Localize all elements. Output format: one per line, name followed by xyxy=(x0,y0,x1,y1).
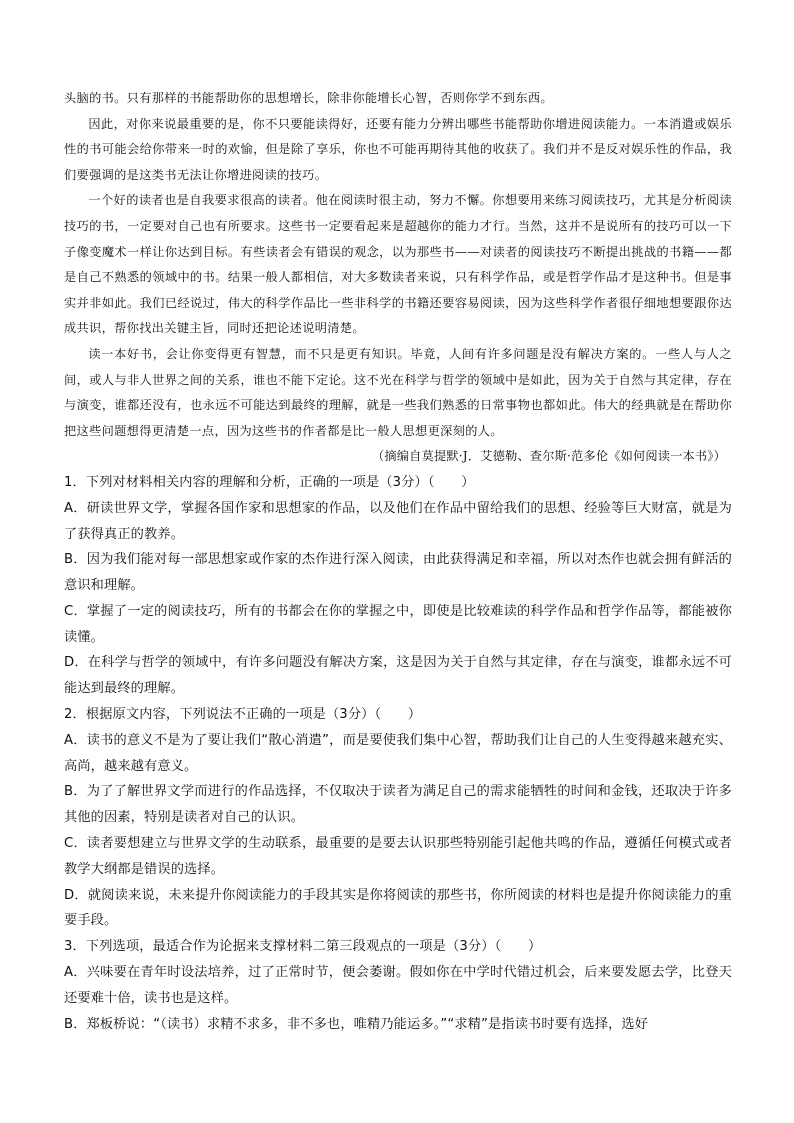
option-c: C．读者要想建立与世界文学的生动联系，最重要的是要去认识那些特别能引起他共鸣的作品，遵循任何模式或者教学大纲都是错误的选择。 xyxy=(64,836,732,877)
option-a: A．研读世界文学，掌握各国作家和思想家的作品，以及他们在作品中留给我们的思想、经验等巨大财富，就是为了获得真正的教养。 xyxy=(64,500,732,542)
option-a: A．读书的意义不是为了要让我们“散心消遣”，而是要使我们集中心智，帮助我们让自己的人生变得越来越充实、高尚，越来越有意义。 xyxy=(64,732,732,774)
option-d: D．在科学与哲学的领域中，有许多问题没有解决方案，这是因为关于自然与其定律，存在与演变，谁都永远不可能达到最终的理解。 xyxy=(64,655,732,697)
passage-paragraph-1: 因此，对你来说最重要的是，你不只要能读得好，还要有能力分辨出哪些书能帮助你增进阅读能力。一本消遣或娱乐性的书可能会给你带来一时的欢愉，但是除了享乐，你也不可能再期待其他的收获了。我们并不是反对娱乐性的作品，我们要强调的是这类书无法让你增进阅读的技巧。 xyxy=(64,116,732,182)
question-stem: 1．下列对材料相关内容的理解和分析，正确的一项是（3分）（ ） xyxy=(64,474,475,490)
question-3 xyxy=(64,934,732,1037)
option-b: B．为了了解世界文学而进行的作品选择，不仅取决于读者为满足自己的需求能牺牲的时间和金钱，还取决于许多其他的因素，特别是读者对自己的认识。 xyxy=(64,784,732,826)
option-d: D．就阅读来说，未来提升你阅读能力的手段其实是你将阅读的那些书，你所阅读的材料也是提升你阅读能力的重要手段。 xyxy=(64,887,732,929)
passage-paragraph-2: 一个好的读者也是自我要求很高的读者。他在阅读时很主动，努力不懈。你想要用来练习阅读技巧，尤其是分析阅读技巧的书，一定要对自己也有所要求。这些书一定要看起来是超越你的能力才行。当然，这并不是说所有的技巧可以一下子像变魔术一样让你达到目标。有些读者会有错误的观念，以为那些书——对读者的阅读技巧不断提出挑战的书籍——都是自己不熟悉的领域中的书。结果一般人都相信，对大多数读者来说，只有科学作品，或是哲学作品才是这种书。但是事实并非如此。我们已经说过，伟大的科学作品比一些非科学的书籍还要容易阅读，因为这些科学作者很仔细地想要跟你达成共识，帮你找出关键主旨，同时还把论述说明清楚。 xyxy=(64,193,732,336)
option-b: B．因为我们能对每一部思想家或作家的杰作进行深入阅读，由此获得满足和幸福，所以对杰作也就会拥有鲜活的意识和理解。 xyxy=(64,552,732,594)
passage-paragraph-0: 头脑的书。只有那样的书能帮助你的思想增长，除非你能增长心智，否则你学不到东西。 xyxy=(64,91,553,105)
option-b: B．郑板桥说：“（读书）求精不求多，非不多也，唯精乃能运多。”“求精”是指读书时要有选择，选好 xyxy=(64,1016,649,1032)
question-2 xyxy=(64,702,732,934)
passage-paragraph-3: 读一本好书，会让你变得更有智慧，而不只是更有知识。毕竟，人间有许多问题是没有解决方案的。一些人与人之间，或人与非人世界之间的关系，谁也不能下定论。这不光在科学与哲学的领域中是如此，因为关于自然与其定律，存在与演变，谁都还没有，也永远不可能达到最终的理解，就是一些我们熟悉的日常事物也都如此。伟大的经典就是在帮助你把这些问题想得更清楚一点，因为这些书的作者都是比一般人思想更深刻的人。 xyxy=(64,346,732,438)
option-c: C．掌握了一定的阅读技巧，所有的书都会在你的掌握之中，即使是比较难读的科学作品和哲学作品等，都能被你读懂。 xyxy=(64,603,732,645)
question-stem: 2．根据原文内容，下列说法不正确的一项是（3分）（ ） xyxy=(64,707,422,723)
question-1 xyxy=(64,470,732,702)
question-stem: 3．下列选项，最适合作为论据来支撑材料二第三段观点的一项是（3分）（ ） xyxy=(64,939,542,955)
passage-source: （摘编自莫提默·J．艾德勒、查尔斯·范多伦《如何阅读一本书》） xyxy=(372,449,726,464)
document-page xyxy=(64,86,732,1037)
option-a: A．兴味要在青年时设法培养，过了正常时节，便会萎谢。假如你在中学时代错过机会，后来要发愿去学，比登天还要难十倍，读书也是这样。 xyxy=(64,965,732,1006)
